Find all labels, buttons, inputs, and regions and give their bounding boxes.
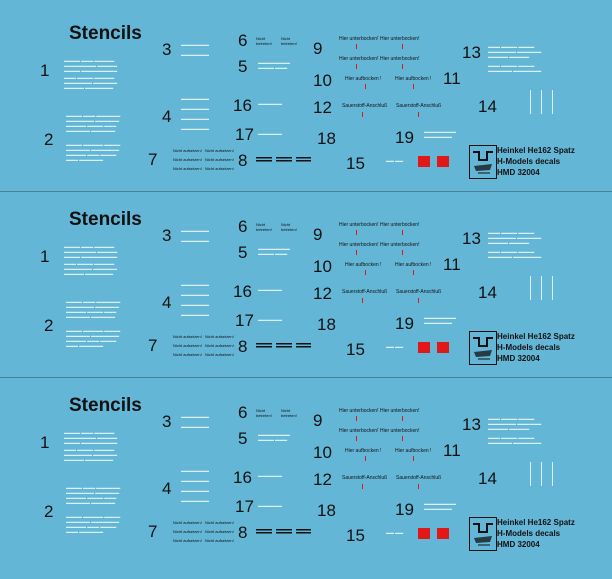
number-2: 2 — [44, 502, 54, 521]
number-4: 4 — [162, 479, 172, 498]
nicht-aufsetzen-5: Nicht aufsetzen! — [173, 166, 202, 171]
sheet-info-line2: H-Models decals — [497, 157, 561, 166]
sheet-info-line1: Heinkel He162 Spatz — [497, 146, 575, 155]
white-line-14c — [552, 276, 553, 300]
white-stencil-2a: ▬▬▬▬ ▬▬▬ ▬▬▬▬▬▬ ▬▬▬▬▬▬▬ ▬▬▬▬▬▬ ▬▬▬▬▬ ▬▬▬▬ ▬▬▬ ▬▬▬▬▬▬ ▬▬▬▬▬▬ — [66, 299, 121, 319]
number-18: 18 — [317, 129, 336, 148]
sheet-info-line1: Heinkel He162 Spatz — [497, 332, 575, 341]
white-stencil-4: ▬▬▬▬▬▬▬ ▬▬▬▬▬▬▬ ▬▬▬▬▬▬▬ ▬▬▬▬▬▬▬ — [181, 468, 209, 503]
stencil-8-graphic — [256, 342, 312, 350]
number-18: 18 — [317, 315, 336, 334]
number-14: 14 — [478, 97, 497, 116]
number-5: 5 — [238, 429, 248, 448]
hier-unterbocken-2: Hier unterbocken! — [380, 36, 420, 42]
hier-unterbocken-3: Hier unterbocken! — [339, 428, 379, 434]
white-line-14b — [541, 462, 542, 486]
stencil-8-graphic — [256, 528, 312, 536]
number-10: 10 — [313, 71, 332, 90]
plane-logo-icon — [470, 146, 496, 178]
white-stencil-1b: ▬▬▬ ▬▬▬▬ ▬▬▬▬▬ ▬▬▬▬▬▬▬ ▬▬▬▬▬▬ ▬▬▬▬▬ ▬▬▬▬▬▬▬ — [64, 447, 118, 462]
white-stencil-1a: ▬▬▬▬ ▬▬▬ ▬▬▬▬▬ ▬▬▬▬▬▬▬▬ ▬▬▬▬▬ ▬▬▬▬ ▬▬▬▬▬▬▬▬▬ — [64, 430, 118, 445]
white-stencil-3: ▬▬▬▬▬▬▬ ▬▬▬▬▬▬▬ — [181, 42, 209, 57]
nicht-aufsetzen-5: Nicht aufsetzen! — [173, 352, 202, 357]
hier-unterbocken-4: Hier unterbocken! — [380, 56, 420, 62]
white-stencil-2b: ▬▬▬▬ ▬▬▬▬▬ ▬▬▬▬ ▬▬▬▬▬▬ ▬▬▬▬▬▬▬ ▬▬▬▬▬ ▬▬▬ ▬▬▬▬ ▬▬▬ ▬▬▬▬▬▬ — [66, 142, 121, 162]
red-mark-10b — [413, 270, 414, 275]
white-stencil-4: ▬▬▬▬▬▬▬ ▬▬▬▬▬▬▬ ▬▬▬▬▬▬▬ ▬▬▬▬▬▬▬ — [181, 96, 209, 131]
sheet-info-line3: HMD 32004 — [497, 540, 540, 549]
red-mark-9a — [356, 44, 357, 49]
nicht-aufsetzen-1: Nicht aufsetzen! — [173, 334, 202, 339]
number-13: 13 — [462, 229, 481, 248]
number-13: 13 — [462, 43, 481, 62]
nicht-aufsetzen-2: Nicht aufsetzen! — [205, 334, 234, 339]
number-11: 11 — [443, 255, 461, 274]
white-stencil-13b: ▬▬▬ ▬▬▬▬ ▬▬▬▬ ▬▬▬▬▬▬ ▬▬▬▬▬▬▬ — [488, 249, 542, 259]
hier-aufbocken-2: Hier aufbocken ! — [395, 76, 432, 82]
sauerstoff-1: Sauerstoff-Anschluß — [342, 103, 388, 109]
white-line-14c — [552, 462, 553, 486]
h-models-logo — [469, 517, 497, 551]
number-12: 12 — [313, 98, 332, 117]
number-15: 15 — [346, 526, 365, 545]
sauerstoff-2: Sauerstoff-Anschluß — [396, 289, 442, 295]
white-stencil-19: ▬▬▬▬▬▬▬▬ ▬▬▬▬▬▬▬ — [424, 501, 456, 511]
stencil-8-black-block — [256, 342, 312, 352]
hier-aufbocken-1: Hier aufbocken ! — [345, 262, 382, 268]
red-mark-9c — [356, 250, 357, 255]
white-stencil-17: ▬▬▬▬▬▬ — [258, 317, 282, 322]
number-5: 5 — [238, 57, 248, 76]
number-3: 3 — [162, 40, 172, 59]
white-line-14a — [530, 276, 531, 300]
sheet-2 — [0, 372, 612, 562]
red-decal-1 — [418, 342, 430, 353]
number-14: 14 — [478, 283, 497, 302]
white-stencil-5: ▬▬▬▬▬▬▬▬ ▬▬▬▬ ▬▬▬ — [258, 60, 290, 70]
hier-aufbocken-2: Hier aufbocken ! — [395, 262, 432, 268]
number-17: 17 — [235, 497, 254, 516]
plane-logo-icon — [470, 332, 496, 364]
white-stencil-15: ▬▬ ▬▬ — [386, 158, 404, 163]
red-mark-10a — [365, 270, 366, 275]
number-7: 7 — [148, 522, 158, 541]
stencil-8-graphic — [256, 156, 312, 164]
nicht-betreten-1: Nicht betreten! — [256, 36, 272, 46]
red-decal-1 — [418, 156, 430, 167]
white-stencil-15: ▬▬ ▬▬ — [386, 530, 404, 535]
white-line-14b — [541, 90, 542, 114]
number-4: 4 — [162, 107, 172, 126]
red-mark-12a — [362, 298, 363, 303]
number-8: 8 — [238, 337, 248, 356]
stencil-8-black-block — [256, 156, 312, 166]
white-stencil-13a: ▬▬▬ ▬▬▬▬ ▬▬▬▬ ▬▬▬▬▬▬▬ ▬▬▬▬▬▬ ▬▬▬▬▬ ▬▬▬▬▬ — [488, 416, 542, 431]
nicht-betreten-2: Nicht betreten! — [281, 408, 297, 418]
number-11: 11 — [443, 69, 461, 88]
red-decal-2 — [437, 528, 449, 539]
number-12: 12 — [313, 284, 332, 303]
red-mark-9d — [402, 64, 403, 69]
hier-unterbocken-4: Hier unterbocken! — [380, 242, 420, 248]
red-mark-12a — [362, 484, 363, 489]
hier-unterbocken-1: Hier unterbocken! — [339, 222, 379, 228]
red-mark-12a — [362, 112, 363, 117]
hier-unterbocken-3: Hier unterbocken! — [339, 56, 379, 62]
white-stencil-2b: ▬▬▬▬ ▬▬▬▬▬ ▬▬▬▬ ▬▬▬▬▬▬ ▬▬▬▬▬▬▬ ▬▬▬▬▬ ▬▬▬ ▬▬▬▬ ▬▬▬ ▬▬▬▬▬▬ — [66, 328, 121, 348]
red-decal-2 — [437, 342, 449, 353]
white-line-14b — [541, 276, 542, 300]
nicht-aufsetzen-2: Nicht aufsetzen! — [205, 520, 234, 525]
white-stencil-19: ▬▬▬▬▬▬▬▬ ▬▬▬▬▬▬▬ — [424, 129, 456, 139]
red-mark-10a — [365, 456, 366, 461]
white-stencil-13b: ▬▬▬ ▬▬▬▬ ▬▬▬▬ ▬▬▬▬▬▬ ▬▬▬▬▬▬▬ — [488, 435, 542, 445]
number-9: 9 — [313, 225, 323, 244]
number-2: 2 — [44, 316, 54, 335]
number-14: 14 — [478, 469, 497, 488]
sheet-info-line3: HMD 32004 — [497, 354, 540, 363]
number-6: 6 — [238, 403, 248, 422]
sheet-info-line1: Heinkel He162 Spatz — [497, 518, 575, 527]
white-stencil-17: ▬▬▬▬▬▬ — [258, 503, 282, 508]
nicht-aufsetzen-4: Nicht aufsetzen! — [205, 157, 234, 162]
number-19: 19 — [395, 500, 414, 519]
white-stencil-13a: ▬▬▬ ▬▬▬▬ ▬▬▬▬ ▬▬▬▬▬▬▬ ▬▬▬▬▬▬ ▬▬▬▬▬ ▬▬▬▬▬ — [488, 44, 542, 59]
red-mark-9a — [356, 230, 357, 235]
white-stencil-4: ▬▬▬▬▬▬▬ ▬▬▬▬▬▬▬ ▬▬▬▬▬▬▬ ▬▬▬▬▬▬▬ — [181, 282, 209, 317]
white-stencil-13a: ▬▬▬ ▬▬▬▬ ▬▬▬▬ ▬▬▬▬▬▬▬ ▬▬▬▬▬▬ ▬▬▬▬▬ ▬▬▬▬▬ — [488, 230, 542, 245]
sauerstoff-2: Sauerstoff-Anschluß — [396, 475, 442, 481]
number-7: 7 — [148, 150, 158, 169]
number-6: 6 — [238, 217, 248, 236]
red-decal-1 — [418, 528, 430, 539]
white-stencil-16: ▬▬▬▬▬▬ — [258, 287, 282, 292]
hier-aufbocken-1: Hier aufbocken ! — [345, 76, 382, 82]
h-models-logo — [469, 331, 497, 365]
red-mark-10b — [413, 456, 414, 461]
hier-aufbocken-1: Hier aufbocken ! — [345, 448, 382, 454]
nicht-aufsetzen-4: Nicht aufsetzen! — [205, 343, 234, 348]
h-models-logo — [469, 145, 497, 179]
white-line-14c — [552, 90, 553, 114]
red-mark-9c — [356, 436, 357, 441]
number-1: 1 — [40, 247, 50, 266]
number-1: 1 — [40, 433, 50, 452]
sheet-info-line2: H-Models decals — [497, 343, 561, 352]
white-stencil-1b: ▬▬▬ ▬▬▬▬ ▬▬▬▬▬ ▬▬▬▬▬▬▬ ▬▬▬▬▬▬ ▬▬▬▬▬ ▬▬▬▬▬▬▬ — [64, 75, 118, 90]
sheet-info-line2: H-Models decals — [497, 529, 561, 538]
red-mark-9c — [356, 64, 357, 69]
nicht-aufsetzen-5: Nicht aufsetzen! — [173, 538, 202, 543]
number-16: 16 — [233, 282, 252, 301]
red-mark-12b — [418, 112, 419, 117]
nicht-aufsetzen-6: Nicht aufsetzen! — [205, 538, 234, 543]
plane-logo-icon — [470, 518, 496, 550]
number-1: 1 — [40, 61, 50, 80]
number-17: 17 — [235, 311, 254, 330]
sauerstoff-1: Sauerstoff-Anschluß — [342, 475, 388, 481]
sauerstoff-2: Sauerstoff-Anschluß — [396, 103, 442, 109]
white-stencil-16: ▬▬▬▬▬▬ — [258, 101, 282, 106]
white-line-14a — [530, 462, 531, 486]
sheet-0 — [0, 0, 612, 190]
white-stencil-16: ▬▬▬▬▬▬ — [258, 473, 282, 478]
nicht-aufsetzen-1: Nicht aufsetzen! — [173, 148, 202, 153]
white-stencil-13b: ▬▬▬ ▬▬▬▬ ▬▬▬▬ ▬▬▬▬▬▬ ▬▬▬▬▬▬▬ — [488, 63, 542, 73]
nicht-betreten-1: Nicht betreten! — [256, 222, 272, 232]
number-12: 12 — [313, 470, 332, 489]
red-mark-12b — [418, 298, 419, 303]
white-line-14a — [530, 90, 531, 114]
number-10: 10 — [313, 257, 332, 276]
white-stencil-2b: ▬▬▬▬ ▬▬▬▬▬ ▬▬▬▬ ▬▬▬▬▬▬ ▬▬▬▬▬▬▬ ▬▬▬▬▬ ▬▬▬ ▬▬▬▬ ▬▬▬ ▬▬▬▬▬▬ — [66, 514, 121, 534]
hier-unterbocken-4: Hier unterbocken! — [380, 428, 420, 434]
hier-unterbocken-1: Hier unterbocken! — [339, 36, 379, 42]
white-stencil-3: ▬▬▬▬▬▬▬ ▬▬▬▬▬▬▬ — [181, 414, 209, 429]
hier-unterbocken-1: Hier unterbocken! — [339, 408, 379, 414]
red-mark-10a — [365, 84, 366, 89]
nicht-betreten-1: Nicht betreten! — [256, 408, 272, 418]
nicht-aufsetzen-2: Nicht aufsetzen! — [205, 148, 234, 153]
red-mark-9b — [402, 230, 403, 235]
number-9: 9 — [313, 411, 323, 430]
red-mark-9d — [402, 250, 403, 255]
red-decal-2 — [437, 156, 449, 167]
number-19: 19 — [395, 314, 414, 333]
number-8: 8 — [238, 151, 248, 170]
red-mark-9a — [356, 416, 357, 421]
number-17: 17 — [235, 125, 254, 144]
red-mark-9b — [402, 44, 403, 49]
number-19: 19 — [395, 128, 414, 147]
sheet-info-line3: HMD 32004 — [497, 168, 540, 177]
number-7: 7 — [148, 336, 158, 355]
number-16: 16 — [233, 96, 252, 115]
number-3: 3 — [162, 412, 172, 431]
number-18: 18 — [317, 501, 336, 520]
white-stencil-5: ▬▬▬▬▬▬▬▬ ▬▬▬▬ ▬▬▬ — [258, 432, 290, 442]
number-11: 11 — [443, 441, 461, 460]
white-stencil-3: ▬▬▬▬▬▬▬ ▬▬▬▬▬▬▬ — [181, 228, 209, 243]
white-stencil-5: ▬▬▬▬▬▬▬▬ ▬▬▬▬ ▬▬▬ — [258, 246, 290, 256]
nicht-aufsetzen-4: Nicht aufsetzen! — [205, 529, 234, 534]
hier-aufbocken-2: Hier aufbocken ! — [395, 448, 432, 454]
number-4: 4 — [162, 293, 172, 312]
nicht-betreten-2: Nicht betreten! — [281, 36, 297, 46]
nicht-betreten-2: Nicht betreten! — [281, 222, 297, 232]
nicht-aufsetzen-6: Nicht aufsetzen! — [205, 352, 234, 357]
stencil-8-black-block — [256, 528, 312, 538]
number-13: 13 — [462, 415, 481, 434]
number-9: 9 — [313, 39, 323, 58]
white-stencil-2a: ▬▬▬▬ ▬▬▬ ▬▬▬▬▬▬ ▬▬▬▬▬▬▬ ▬▬▬▬▬▬ ▬▬▬▬▬ ▬▬▬▬ ▬▬▬ ▬▬▬▬▬▬ ▬▬▬▬▬▬ — [66, 113, 121, 133]
number-15: 15 — [346, 154, 365, 173]
number-8: 8 — [238, 523, 248, 542]
nicht-aufsetzen-3: Nicht aufsetzen! — [173, 157, 202, 162]
white-stencil-1a: ▬▬▬▬ ▬▬▬ ▬▬▬▬▬ ▬▬▬▬▬▬▬▬ ▬▬▬▬▬ ▬▬▬▬ ▬▬▬▬▬▬▬▬▬ — [64, 244, 118, 259]
nicht-aufsetzen-3: Nicht aufsetzen! — [173, 529, 202, 534]
number-6: 6 — [238, 31, 248, 50]
number-16: 16 — [233, 468, 252, 487]
red-mark-12b — [418, 484, 419, 489]
number-5: 5 — [238, 243, 248, 262]
nicht-aufsetzen-1: Nicht aufsetzen! — [173, 520, 202, 525]
sheet-1 — [0, 186, 612, 376]
white-stencil-1a: ▬▬▬▬ ▬▬▬ ▬▬▬▬▬ ▬▬▬▬▬▬▬▬ ▬▬▬▬▬ ▬▬▬▬ ▬▬▬▬▬▬▬▬▬ — [64, 58, 118, 73]
number-2: 2 — [44, 130, 54, 149]
number-15: 15 — [346, 340, 365, 359]
sheet-divider-2 — [0, 377, 612, 378]
sheet-divider-1 — [0, 191, 612, 192]
stencils-title: Stencils — [69, 209, 142, 230]
number-10: 10 — [313, 443, 332, 462]
hier-unterbocken-2: Hier unterbocken! — [380, 222, 420, 228]
red-mark-9d — [402, 436, 403, 441]
hier-unterbocken-2: Hier unterbocken! — [380, 408, 420, 414]
white-stencil-17: ▬▬▬▬▬▬ — [258, 131, 282, 136]
stencils-title: Stencils — [69, 23, 142, 44]
sauerstoff-1: Sauerstoff-Anschluß — [342, 289, 388, 295]
red-mark-9b — [402, 416, 403, 421]
white-stencil-1b: ▬▬▬ ▬▬▬▬ ▬▬▬▬▬ ▬▬▬▬▬▬▬ ▬▬▬▬▬▬ ▬▬▬▬▬ ▬▬▬▬▬▬▬ — [64, 261, 118, 276]
white-stencil-2a: ▬▬▬▬ ▬▬▬ ▬▬▬▬▬▬ ▬▬▬▬▬▬▬ ▬▬▬▬▬▬ ▬▬▬▬▬ ▬▬▬▬ ▬▬▬ ▬▬▬▬▬▬ ▬▬▬▬▬▬ — [66, 485, 121, 505]
nicht-aufsetzen-3: Nicht aufsetzen! — [173, 343, 202, 348]
number-3: 3 — [162, 226, 172, 245]
hier-unterbocken-3: Hier unterbocken! — [339, 242, 379, 248]
white-stencil-19: ▬▬▬▬▬▬▬▬ ▬▬▬▬▬▬▬ — [424, 315, 456, 325]
white-stencil-15: ▬▬ ▬▬ — [386, 344, 404, 349]
stencils-title: Stencils — [69, 395, 142, 416]
red-mark-10b — [413, 84, 414, 89]
nicht-aufsetzen-6: Nicht aufsetzen! — [205, 166, 234, 171]
